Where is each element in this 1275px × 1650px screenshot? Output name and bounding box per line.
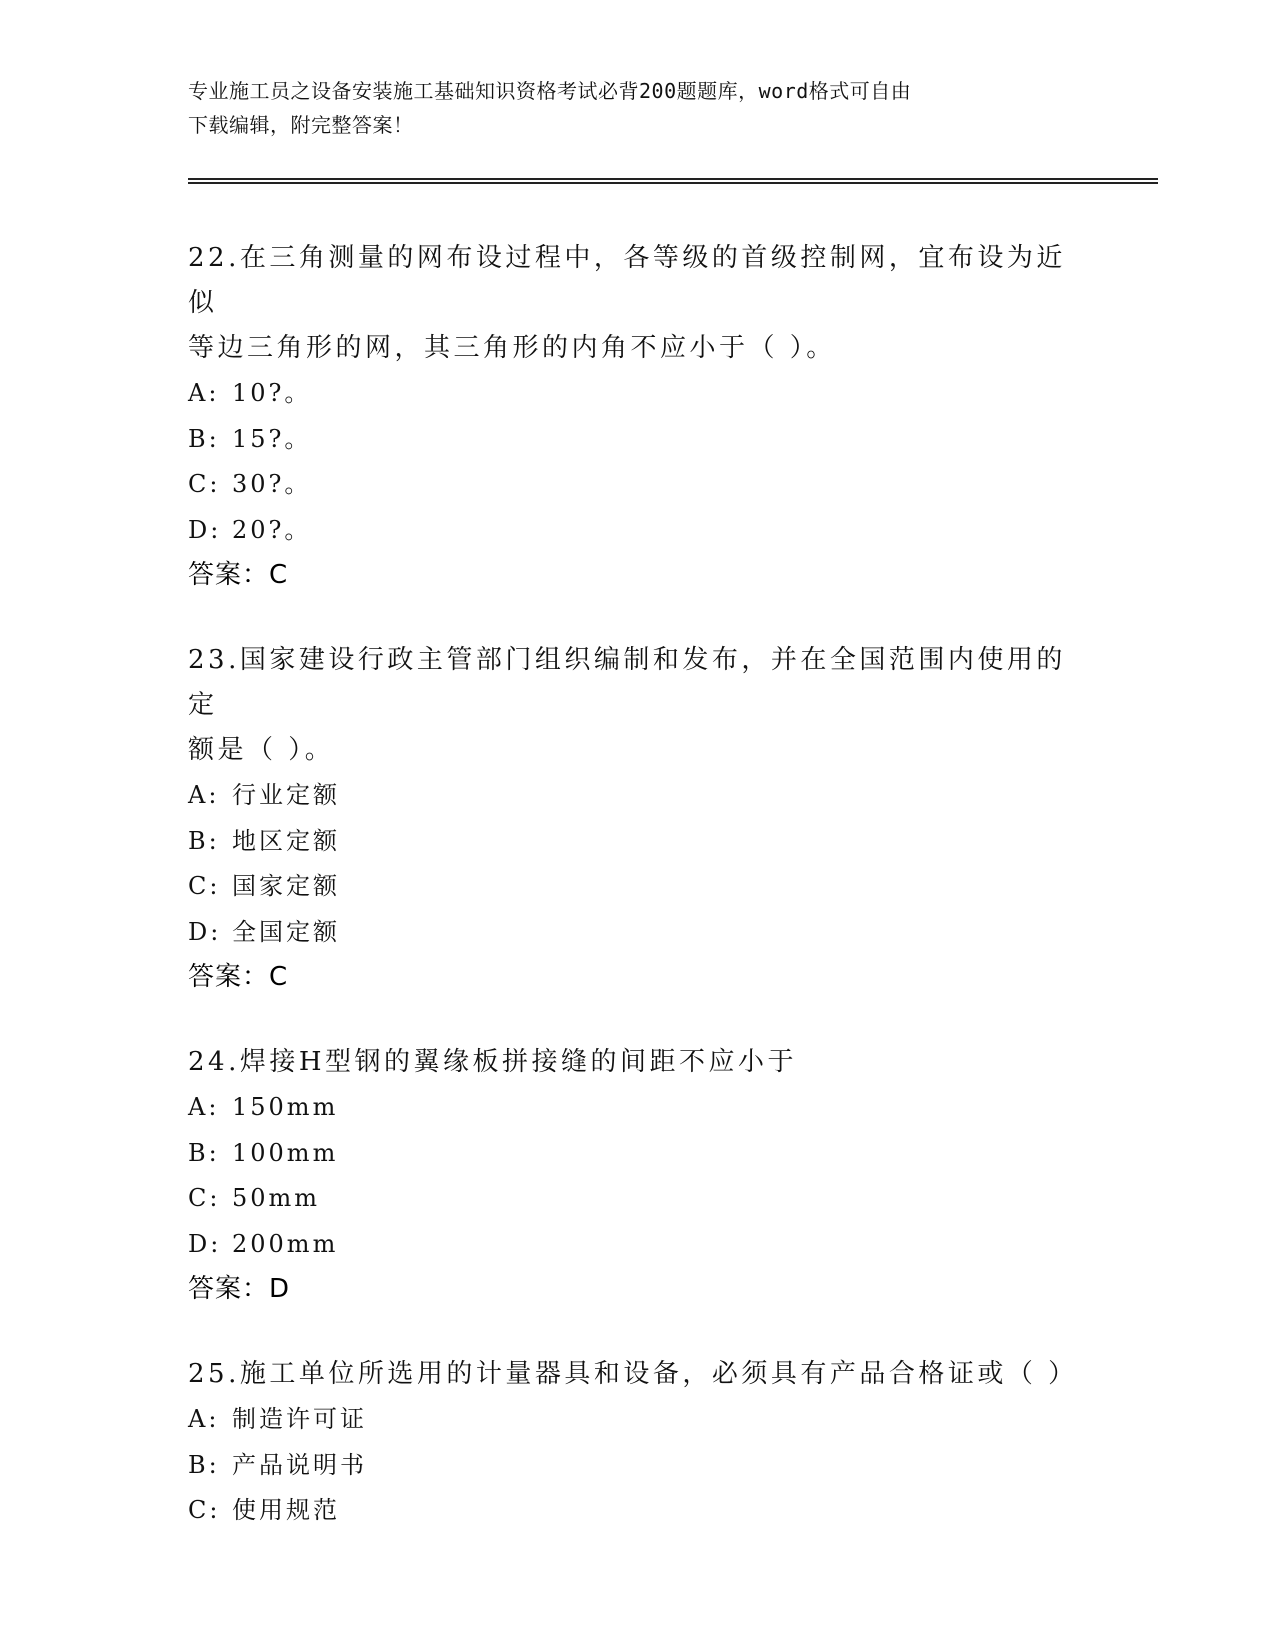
question-stem-line-2: 额是（ ）。 <box>188 735 335 765</box>
header-double-rule <box>188 178 1158 184</box>
option-key: B: <box>188 826 220 855</box>
header-line-2: 下载编辑，附完整答案！ <box>188 113 414 137</box>
option-key: C: <box>188 1184 221 1212</box>
question-stem-line-1: 24.焊接H型钢的翼缘板拼接缝的间距不应小于 <box>188 1047 798 1077</box>
header-line-1: 专业施工员之设备安装施工基础知识资格考试必背200题题库，word格式可自由 <box>188 79 912 103</box>
option-text: 使用规范 <box>232 1496 340 1524</box>
document-header <box>188 74 1068 142</box>
option-b <box>188 1443 1088 1489</box>
option-key: B: <box>188 1450 220 1479</box>
option-text: 20?。 <box>232 515 312 544</box>
question-stem-line-1: 25.施工单位所选用的计量器具和设备，必须具有产品合格证或（ ） <box>188 1359 1078 1389</box>
option-text: 10?。 <box>232 379 312 407</box>
question-23 <box>188 638 1088 1000</box>
option-d <box>188 910 1088 956</box>
option-key: B: <box>188 424 220 453</box>
option-text: 产品说明书 <box>232 1450 367 1479</box>
question-stem-line-1: 23.国家建设行政主管部门组织编制和发布，并在全国范围内使用的定 <box>188 645 1066 720</box>
option-c <box>188 1488 1088 1534</box>
option-text: 行业定额 <box>232 781 340 809</box>
question-stem <box>188 1352 1088 1397</box>
option-c <box>188 1176 1088 1222</box>
question-24 <box>188 1040 1088 1312</box>
option-a <box>188 371 1088 417</box>
option-b <box>188 417 1088 463</box>
option-text: 地区定额 <box>232 826 340 855</box>
option-key: C: <box>188 470 221 498</box>
question-stem-line-1: 22.在三角测量的网布设过程中，各等级的首级控制网，宜布设为近似 <box>188 243 1066 318</box>
option-key: A: <box>188 1405 220 1433</box>
question-25 <box>188 1352 1088 1534</box>
option-key: D: <box>188 1229 222 1258</box>
answer-line: 答案：C <box>188 560 289 590</box>
option-d <box>188 508 1088 554</box>
option-key: B: <box>188 1138 220 1167</box>
question-list <box>188 236 1088 1574</box>
question-stem <box>188 236 1088 371</box>
option-text: 15?。 <box>232 424 312 453</box>
option-c <box>188 462 1088 508</box>
option-key: A: <box>188 1093 220 1121</box>
option-text: 全国定额 <box>232 917 340 946</box>
option-a <box>188 1085 1088 1131</box>
option-d <box>188 1222 1088 1268</box>
option-text: 200mm <box>232 1229 339 1258</box>
option-text: 30?。 <box>232 470 312 498</box>
question-stem <box>188 638 1088 773</box>
option-text: 制造许可证 <box>232 1405 367 1433</box>
option-text: 150mm <box>232 1093 339 1121</box>
option-text: 100mm <box>232 1138 339 1167</box>
option-b <box>188 1131 1088 1177</box>
answer-line: 答案：D <box>188 1274 291 1304</box>
option-key: C: <box>188 872 221 900</box>
option-c <box>188 864 1088 910</box>
option-text: 50mm <box>232 1184 321 1212</box>
option-key: A: <box>188 379 220 407</box>
option-b <box>188 819 1088 865</box>
option-a <box>188 773 1088 819</box>
option-key: D: <box>188 917 222 946</box>
answer-line: 答案：C <box>188 962 289 992</box>
question-stem <box>188 1040 1088 1085</box>
option-a <box>188 1397 1088 1443</box>
option-key: A: <box>188 781 220 809</box>
option-text: 国家定额 <box>232 872 340 900</box>
option-key: C: <box>188 1496 221 1524</box>
option-key: D: <box>188 515 222 544</box>
question-stem-line-2: 等边三角形的网，其三角形的内角不应小于（ ）。 <box>188 333 836 363</box>
question-22 <box>188 236 1088 598</box>
